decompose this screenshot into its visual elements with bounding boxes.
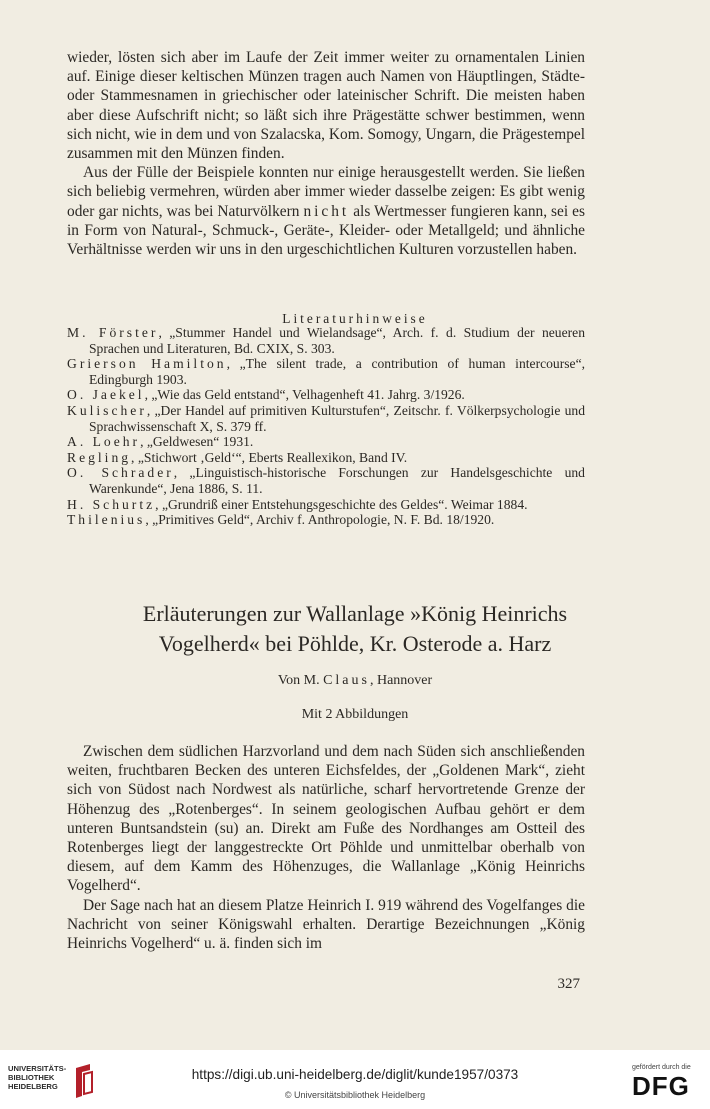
reference-item: Grierson Hamilton, „The silent trade, a contribution of human intercourse“, Edingburgh 1903. xyxy=(67,356,586,387)
reference-item: O. Schrader, „Linguistisch-historische Forschungen zur Handelsgeschichte und Warenkunde“, Jena 1886, S. 11. xyxy=(67,465,585,496)
article-paragraph-2: Der Sage nach hat an diesem Platze Heinrich I. 919 während des Vogelfanges die Nachricht von seiner Königswahl erhalten. Derartige Bezeichnungen „König Heinrichs Vogelherd“ u. ä. finden sich im xyxy=(67,896,585,953)
paragraph-1: wieder, lösten sich aber im Laufe der Zeit immer weiter zu ornamentalen Linien auf. Einige dieser keltischen Münzen tragen auch Namen von Häuptlingen, Städte- oder Stammesnamen in griechischer oder lateinischer Schrift. Die meisten haben aber diese Aufschrift nicht; so läßt sich ihre Prägestätte schwer bestimmen, wenn sich nicht, wie in dem und von Szalacska, Kom. Somogy, Ungarn, die Prägestempel zusammen mit den Münzen finden. xyxy=(67,49,585,163)
reference-item: O. Jaekel, „Wie das Geld entstand“, Velhagenheft 41. Jahrg. 3/1926. xyxy=(67,387,465,403)
page-number: 327 xyxy=(557,976,580,992)
paragraph-2 xyxy=(67,163,585,259)
author-name: Claus xyxy=(323,673,370,688)
paragraph-2-part-a: Aus der Fülle der Beispiele konnten nur einige herausgestellt werden. Sie ließen sich beliebig vermehren, würden aber immer wieder dasselbe zeigen: Es gibt wenig oder gar nichts, was bei Naturvölkern xyxy=(67,164,585,220)
reference-item: Kulischer, „Der Handel auf primitiven Kulturstufen“, Zeitschr. f. Völkerpsychologie und Sprachwissenschaft X, S. 379 ff. xyxy=(67,402,585,434)
reference-item: Regling, „Stichwort ‚Geld‘“, Eberts Reallexikon, Band IV. xyxy=(67,449,408,465)
reference-item: A. Loehr, „Geldwesen“ 1931. xyxy=(67,434,254,450)
top-text xyxy=(67,48,585,259)
permalink-url[interactable]: https://digi.ub.uni-heidelberg.de/diglit/kunde1957/0373 xyxy=(191,1067,519,1082)
figures-note: Mit 2 Abbildungen xyxy=(301,707,409,722)
dfg-funding-note: gefördert durch die xyxy=(632,1064,691,1071)
article-body xyxy=(67,742,585,953)
reference-item: M. Förster, „Stummer Handel und Wielandsage“, Arch. f. d. Studium der neueren Sprachen und Literaturen, Bd. CXIX, S. 303. xyxy=(67,325,585,356)
references-list xyxy=(67,325,585,528)
article-byline: Von M. Claus, Hannover xyxy=(277,673,433,688)
article-title-line-1: Erläuterungen zur Wallanlage »König Heinrichs xyxy=(142,601,568,626)
article-title-line-2: Vogelherd« bei Pöhlde, Kr. Osterode a. Harz xyxy=(158,631,552,656)
dfg-logo[interactable]: DFG xyxy=(632,1071,690,1101)
emphasis-nicht: nicht xyxy=(303,202,350,220)
reference-item: H. Schurtz, „Grundriß einer Entstehungsgeschichte des Geldes“. Weimar 1884. xyxy=(67,496,528,512)
copyright-notice: © Universitätsbibliothek Heidelberg xyxy=(284,1090,426,1100)
library-logo-text[interactable]: UNIVERSITÄTS- BIBLIOTHEK HEIDELBERG xyxy=(8,1064,67,1091)
article-paragraph-1: Zwischen dem südlichen Harzvorland und dem nach Süden sich anschließenden weiten, fruchtbaren Becken des unteren Eichsfeldes, der „Goldenen Mark“, zieht sich von Südost nach Nordwest als natürliche, scharf hervortretende Grenze der Höhenzug des „Rotenberges“. In seinem geologischen Aufbau gehört er dem unteren Buntsandstein (su) an. Direkt am Fuße des Nordhanges am Ostteil des Rotenberges liegt der langgestreckte Ort Pöhlde und unmittelbar oberhalb von diesem, auf dem Kamm des Höhenzuges, die Wallanlage „König Heinrichs Vogelherd“. xyxy=(67,743,585,895)
references-heading: Literaturhinweise xyxy=(282,311,428,326)
footer-bar xyxy=(0,1050,710,1109)
reference-item: Thilenius, „Primitives Geld“, Archiv f. Anthropologie, N. F. Bd. 18/1920. xyxy=(67,512,495,528)
paragraph-2-part-b: als Wertmesser fungieren kann, sei es in Form von Natural-, Schmuck-, Geräte-, Kleider- oder Metallgeld; und ähnliche Verhältnisse werden wir uns in den urgeschichtlichen Kulturen vorzustellen haben. xyxy=(67,202,585,259)
